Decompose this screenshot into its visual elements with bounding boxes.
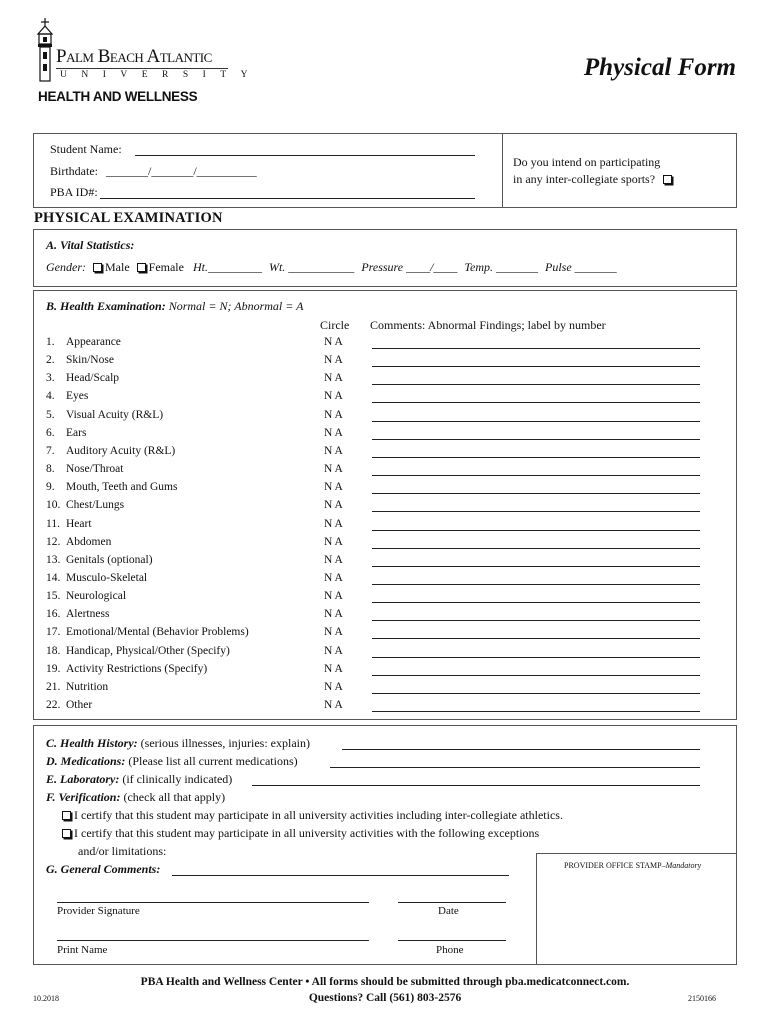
exam-item-number: 19. bbox=[46, 663, 61, 675]
female-label: Female bbox=[148, 260, 184, 274]
footer-line1: PBA Health and Wellness Center • All forms should be submitted through pba.medicatconnect.com. bbox=[140, 976, 630, 988]
cert2-row bbox=[62, 826, 539, 841]
exam-item-number: 5. bbox=[46, 409, 55, 421]
date-label: Date bbox=[438, 905, 459, 917]
meds-text: (Please list all current medications) bbox=[128, 754, 298, 768]
exam-item-label: Chest/Lungs bbox=[66, 499, 125, 511]
history-row bbox=[46, 736, 310, 751]
form-title: Physical Form bbox=[583, 54, 736, 81]
exam-item-number: 16. bbox=[46, 608, 61, 620]
exam-item-circle-n-a[interactable]: N A bbox=[324, 354, 343, 366]
exam-item-number: 12. bbox=[46, 536, 61, 548]
exam-item-comment-field[interactable] bbox=[372, 638, 700, 639]
exam-item-label: Ears bbox=[66, 427, 87, 439]
form-version: 10.2018 bbox=[33, 994, 59, 1003]
exam-item-number: 2. bbox=[46, 354, 55, 366]
exam-item-circle-n-a[interactable]: N A bbox=[324, 590, 343, 602]
exam-item-label: Nose/Throat bbox=[66, 463, 124, 475]
exam-item-comment-field[interactable] bbox=[372, 584, 700, 585]
exam-item-label: Appearance bbox=[66, 336, 121, 348]
stamp-label: PROVIDER OFFICE STAMP– bbox=[564, 861, 666, 870]
sports-question-line1: Do you intend on participating bbox=[513, 155, 661, 169]
vitals-title: A. Vital Statistics: bbox=[46, 238, 135, 252]
exam-item-circle-n-a[interactable]: N A bbox=[324, 427, 343, 439]
student-name-label: Student Name: bbox=[50, 142, 122, 156]
exam-item-label: Other bbox=[66, 699, 93, 711]
pressure-field[interactable]: Pressure ____/____ bbox=[361, 260, 458, 274]
exam-item-label: Skin/Nose bbox=[66, 354, 114, 366]
history-label: C. Health History: bbox=[46, 736, 138, 750]
tower-logo-icon bbox=[34, 18, 56, 82]
comments-header: Comments: Abnormal Findings; label by number bbox=[370, 318, 606, 332]
exam-item-comment-field[interactable] bbox=[372, 457, 700, 458]
exam-item-circle-n-a[interactable]: N A bbox=[324, 699, 343, 711]
meds-label: D. Medications: bbox=[46, 754, 126, 768]
sports-question-line2: in any inter-collegiate sports? bbox=[513, 172, 656, 186]
stamp-label-row bbox=[564, 861, 701, 870]
exam-item-number: 10. bbox=[46, 499, 61, 511]
exam-item-circle-n-a[interactable]: N A bbox=[324, 445, 343, 457]
exam-item-number: 11. bbox=[46, 518, 60, 530]
vitals-box bbox=[33, 229, 737, 287]
pba-id-field[interactable] bbox=[100, 198, 475, 199]
lab-text: (if clinically indicated) bbox=[122, 772, 233, 786]
exam-item-circle-n-a[interactable]: N A bbox=[324, 499, 343, 511]
exam-item-circle-n-a[interactable]: N A bbox=[324, 572, 343, 584]
exam-item-comment-field[interactable] bbox=[372, 602, 700, 603]
exam-item-comment-field[interactable] bbox=[372, 530, 700, 531]
exam-item-label: Abdomen bbox=[66, 536, 112, 548]
lab-field[interactable] bbox=[252, 785, 700, 786]
exam-item-label: Mouth, Teeth and Gums bbox=[66, 481, 178, 493]
exam-item-label: Musculo-Skeletal bbox=[66, 572, 148, 584]
health-exam-title-row bbox=[46, 299, 303, 314]
exam-item-comment-field[interactable] bbox=[372, 675, 700, 676]
exam-item-comment-field[interactable] bbox=[372, 348, 700, 349]
meds-row bbox=[46, 754, 298, 769]
cert1-text: I certify that this student may participate in all university activities including inter-collegiate athletics. bbox=[74, 808, 563, 822]
exam-item-comment-field[interactable] bbox=[372, 511, 700, 512]
history-text: (serious illnesses, injuries: explain) bbox=[140, 736, 310, 750]
exam-heading: PHYSICAL EXAMINATION bbox=[34, 210, 223, 226]
exam-item-comment-field[interactable] bbox=[372, 493, 700, 494]
exam-item-comment-field[interactable] bbox=[372, 657, 700, 658]
lab-label: E. Laboratory: bbox=[46, 772, 120, 786]
exam-item-label: Alertness bbox=[66, 608, 110, 620]
verif-label: F. Verification: bbox=[46, 790, 121, 804]
exam-item-number: 3. bbox=[46, 372, 55, 384]
exam-item-label: Neurological bbox=[66, 590, 127, 602]
exam-item-label: Heart bbox=[66, 518, 92, 530]
phone-label: Phone bbox=[436, 944, 464, 956]
exam-item-circle-n-a[interactable]: N A bbox=[324, 409, 343, 421]
exam-item-number: 14. bbox=[46, 572, 61, 584]
weight-field[interactable]: Wt. ___________ bbox=[268, 260, 355, 274]
birthdate-field[interactable]: _______/_______/__________ bbox=[106, 164, 257, 178]
exam-item-number: 21. bbox=[46, 681, 61, 693]
exam-item-comment-field[interactable] bbox=[372, 693, 700, 694]
exam-item-comment-field[interactable] bbox=[372, 620, 700, 621]
exam-item-number: 1. bbox=[46, 336, 55, 348]
exam-item-label: Head/Scalp bbox=[66, 372, 120, 384]
phone-field[interactable] bbox=[398, 940, 506, 941]
cert1-row bbox=[62, 808, 563, 823]
exam-item-comment-field[interactable] bbox=[372, 475, 700, 476]
exam-item-circle-n-a[interactable]: N A bbox=[324, 390, 343, 402]
exam-item-number: 8. bbox=[46, 463, 55, 475]
general-comments-field[interactable] bbox=[172, 875, 509, 876]
exam-item-number: 7. bbox=[46, 445, 55, 457]
provider-signature-field[interactable] bbox=[57, 902, 369, 903]
exam-item-comment-field[interactable] bbox=[372, 711, 700, 712]
exam-item-circle-n-a[interactable]: N A bbox=[324, 608, 343, 620]
exam-item-label: Emotional/Mental (Behavior Problems) bbox=[66, 626, 249, 638]
logo-name: Palm Beach Atlantic bbox=[56, 46, 212, 67]
exam-item-circle-n-a[interactable]: N A bbox=[324, 626, 343, 638]
exam-item-circle-n-a[interactable]: N A bbox=[324, 663, 343, 675]
exam-item-comment-field[interactable] bbox=[372, 439, 700, 440]
exam-item-comment-field[interactable] bbox=[372, 548, 700, 549]
logo-sub: UNIVERSITY bbox=[60, 70, 262, 80]
exam-item-label: Nutrition bbox=[66, 681, 109, 693]
cert1-checkbox[interactable] bbox=[62, 811, 71, 820]
exam-item-label: Visual Acuity (R&L) bbox=[66, 409, 164, 421]
sports-checkbox[interactable] bbox=[663, 175, 672, 184]
print-name-field[interactable] bbox=[57, 940, 369, 941]
pulse-field[interactable]: Pulse _______ bbox=[545, 260, 617, 274]
exam-item-circle-n-a[interactable]: N A bbox=[324, 463, 343, 475]
date-field[interactable] bbox=[398, 902, 506, 903]
exam-item-comment-field[interactable] bbox=[372, 366, 700, 367]
exam-item-number: 13. bbox=[46, 554, 61, 566]
exam-item-label: Activity Restrictions (Specify) bbox=[66, 663, 208, 675]
exam-item-number: 18. bbox=[46, 645, 61, 657]
birthdate-label: Birthdate: bbox=[50, 164, 98, 178]
temp-field[interactable]: Temp. _______ bbox=[464, 260, 538, 274]
exam-item-number: 9. bbox=[46, 481, 55, 493]
meds-field[interactable] bbox=[330, 767, 700, 768]
general-comments-label: G. General Comments: bbox=[46, 862, 161, 876]
stamp-mandatory: Mandatory bbox=[665, 861, 702, 870]
verif-text: (check all that apply) bbox=[123, 790, 226, 804]
student-divider bbox=[502, 133, 503, 208]
exam-item-circle-n-a[interactable]: N A bbox=[324, 536, 343, 548]
provider-signature-label: Provider Signature bbox=[57, 905, 140, 917]
exam-item-number: 6. bbox=[46, 427, 55, 439]
height-field[interactable]: Ht._________ bbox=[192, 260, 262, 274]
exam-item-number: 4. bbox=[46, 390, 55, 402]
cert2-continued: and/or limitations: bbox=[78, 844, 167, 858]
exam-item-circle-n-a[interactable]: N A bbox=[324, 336, 343, 348]
pba-logo bbox=[32, 18, 262, 88]
print-name-label: Print Name bbox=[57, 944, 108, 956]
exam-item-label: Handicap, Physical/Other (Specify) bbox=[66, 645, 230, 657]
health-exam-title: B. Health Examination: bbox=[46, 299, 166, 313]
female-checkbox[interactable] bbox=[137, 263, 146, 272]
exam-item-circle-n-a[interactable]: N A bbox=[324, 681, 343, 693]
exam-item-comment-field[interactable] bbox=[372, 421, 700, 422]
exam-item-number: 15. bbox=[46, 590, 61, 602]
exam-item-label: Eyes bbox=[66, 390, 89, 402]
circle-header: Circle bbox=[320, 318, 350, 332]
exam-item-circle-n-a[interactable]: N A bbox=[324, 554, 343, 566]
exam-item-circle-n-a[interactable]: N A bbox=[324, 518, 343, 530]
department-title: HEALTH AND WELLNESS bbox=[38, 89, 198, 104]
exam-item-comment-field[interactable] bbox=[372, 566, 700, 567]
footer-line2: Questions? Call (561) 803-2576 bbox=[308, 992, 462, 1004]
exam-item-circle-n-a[interactable]: N A bbox=[324, 645, 343, 657]
pba-id-label: PBA ID#: bbox=[50, 185, 98, 199]
student-name-field[interactable] bbox=[135, 155, 475, 156]
exam-item-label: Auditory Acuity (R&L) bbox=[66, 445, 176, 457]
male-label: Male bbox=[104, 260, 130, 274]
cert2-checkbox[interactable] bbox=[62, 829, 71, 838]
vitals-row bbox=[46, 260, 617, 275]
verif-row bbox=[46, 790, 225, 805]
exam-item-number: 22. bbox=[46, 699, 61, 711]
exam-item-number: 17. bbox=[46, 626, 61, 638]
history-field[interactable] bbox=[342, 749, 700, 750]
exam-item-label: Genitals (optional) bbox=[66, 554, 153, 566]
gender-label: Gender: bbox=[46, 260, 86, 274]
form-code: 2150166 bbox=[688, 994, 716, 1003]
health-exam-legend: Normal = N; Abnormal = A bbox=[168, 299, 304, 313]
exam-item-comment-field[interactable] bbox=[372, 384, 700, 385]
male-checkbox[interactable] bbox=[93, 263, 102, 272]
cert2-text: I certify that this student may participate in all university activities with the following exceptions bbox=[74, 826, 540, 840]
exam-item-circle-n-a[interactable]: N A bbox=[324, 481, 343, 493]
exam-item-comment-field[interactable] bbox=[372, 402, 700, 403]
exam-item-circle-n-a[interactable]: N A bbox=[324, 372, 343, 384]
lab-row bbox=[46, 772, 232, 787]
